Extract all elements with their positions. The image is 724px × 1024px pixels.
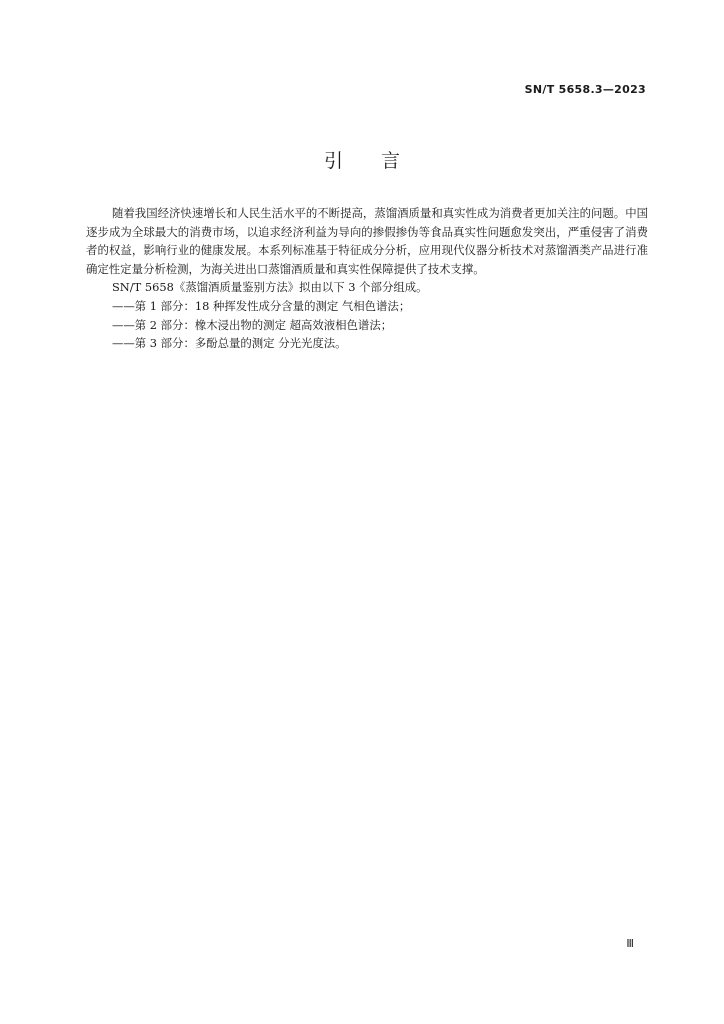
part-1-item: ——第 1 部分：18 种挥发性成分含量的测定 气相色谱法； bbox=[112, 298, 411, 313]
page-title: 引言 bbox=[323, 150, 438, 172]
part-3-item: ——第 3 部分：多酚总量的测定 分光光度法。 bbox=[112, 336, 347, 351]
part-2-item: ——第 2 部分：橡木浸出物的测定 超高效液相色谱法； bbox=[112, 317, 393, 332]
standard-number: SN/T 5658.3—2023 bbox=[524, 83, 646, 96]
document-body bbox=[86, 204, 648, 353]
composition-paragraph: SN/T 5658《蒸馏酒质量鉴别方法》拟由以下 3 个部分组成。 bbox=[112, 280, 428, 295]
page-number: Ⅲ bbox=[626, 937, 634, 950]
intro-paragraph: 随着我国经济快速增长和人民生活水平的不断提高，蒸馏酒质量和真实性成为消费者更加关注的问题。中国逐步成为全球最大的消费市场，以追求经济利益为导向的掺假掺伪等食品真实性问题愈发突出，严重侵害了消费者的权益，影响行业的健康发展。本系列标准基于特征成分分析，应用现代仪器分析技术对蒸馏酒类产品进行准确定性定量分析检测，为海关进出口蒸馏酒质量和真实性保障提供了技术支撑。 bbox=[86, 206, 648, 276]
